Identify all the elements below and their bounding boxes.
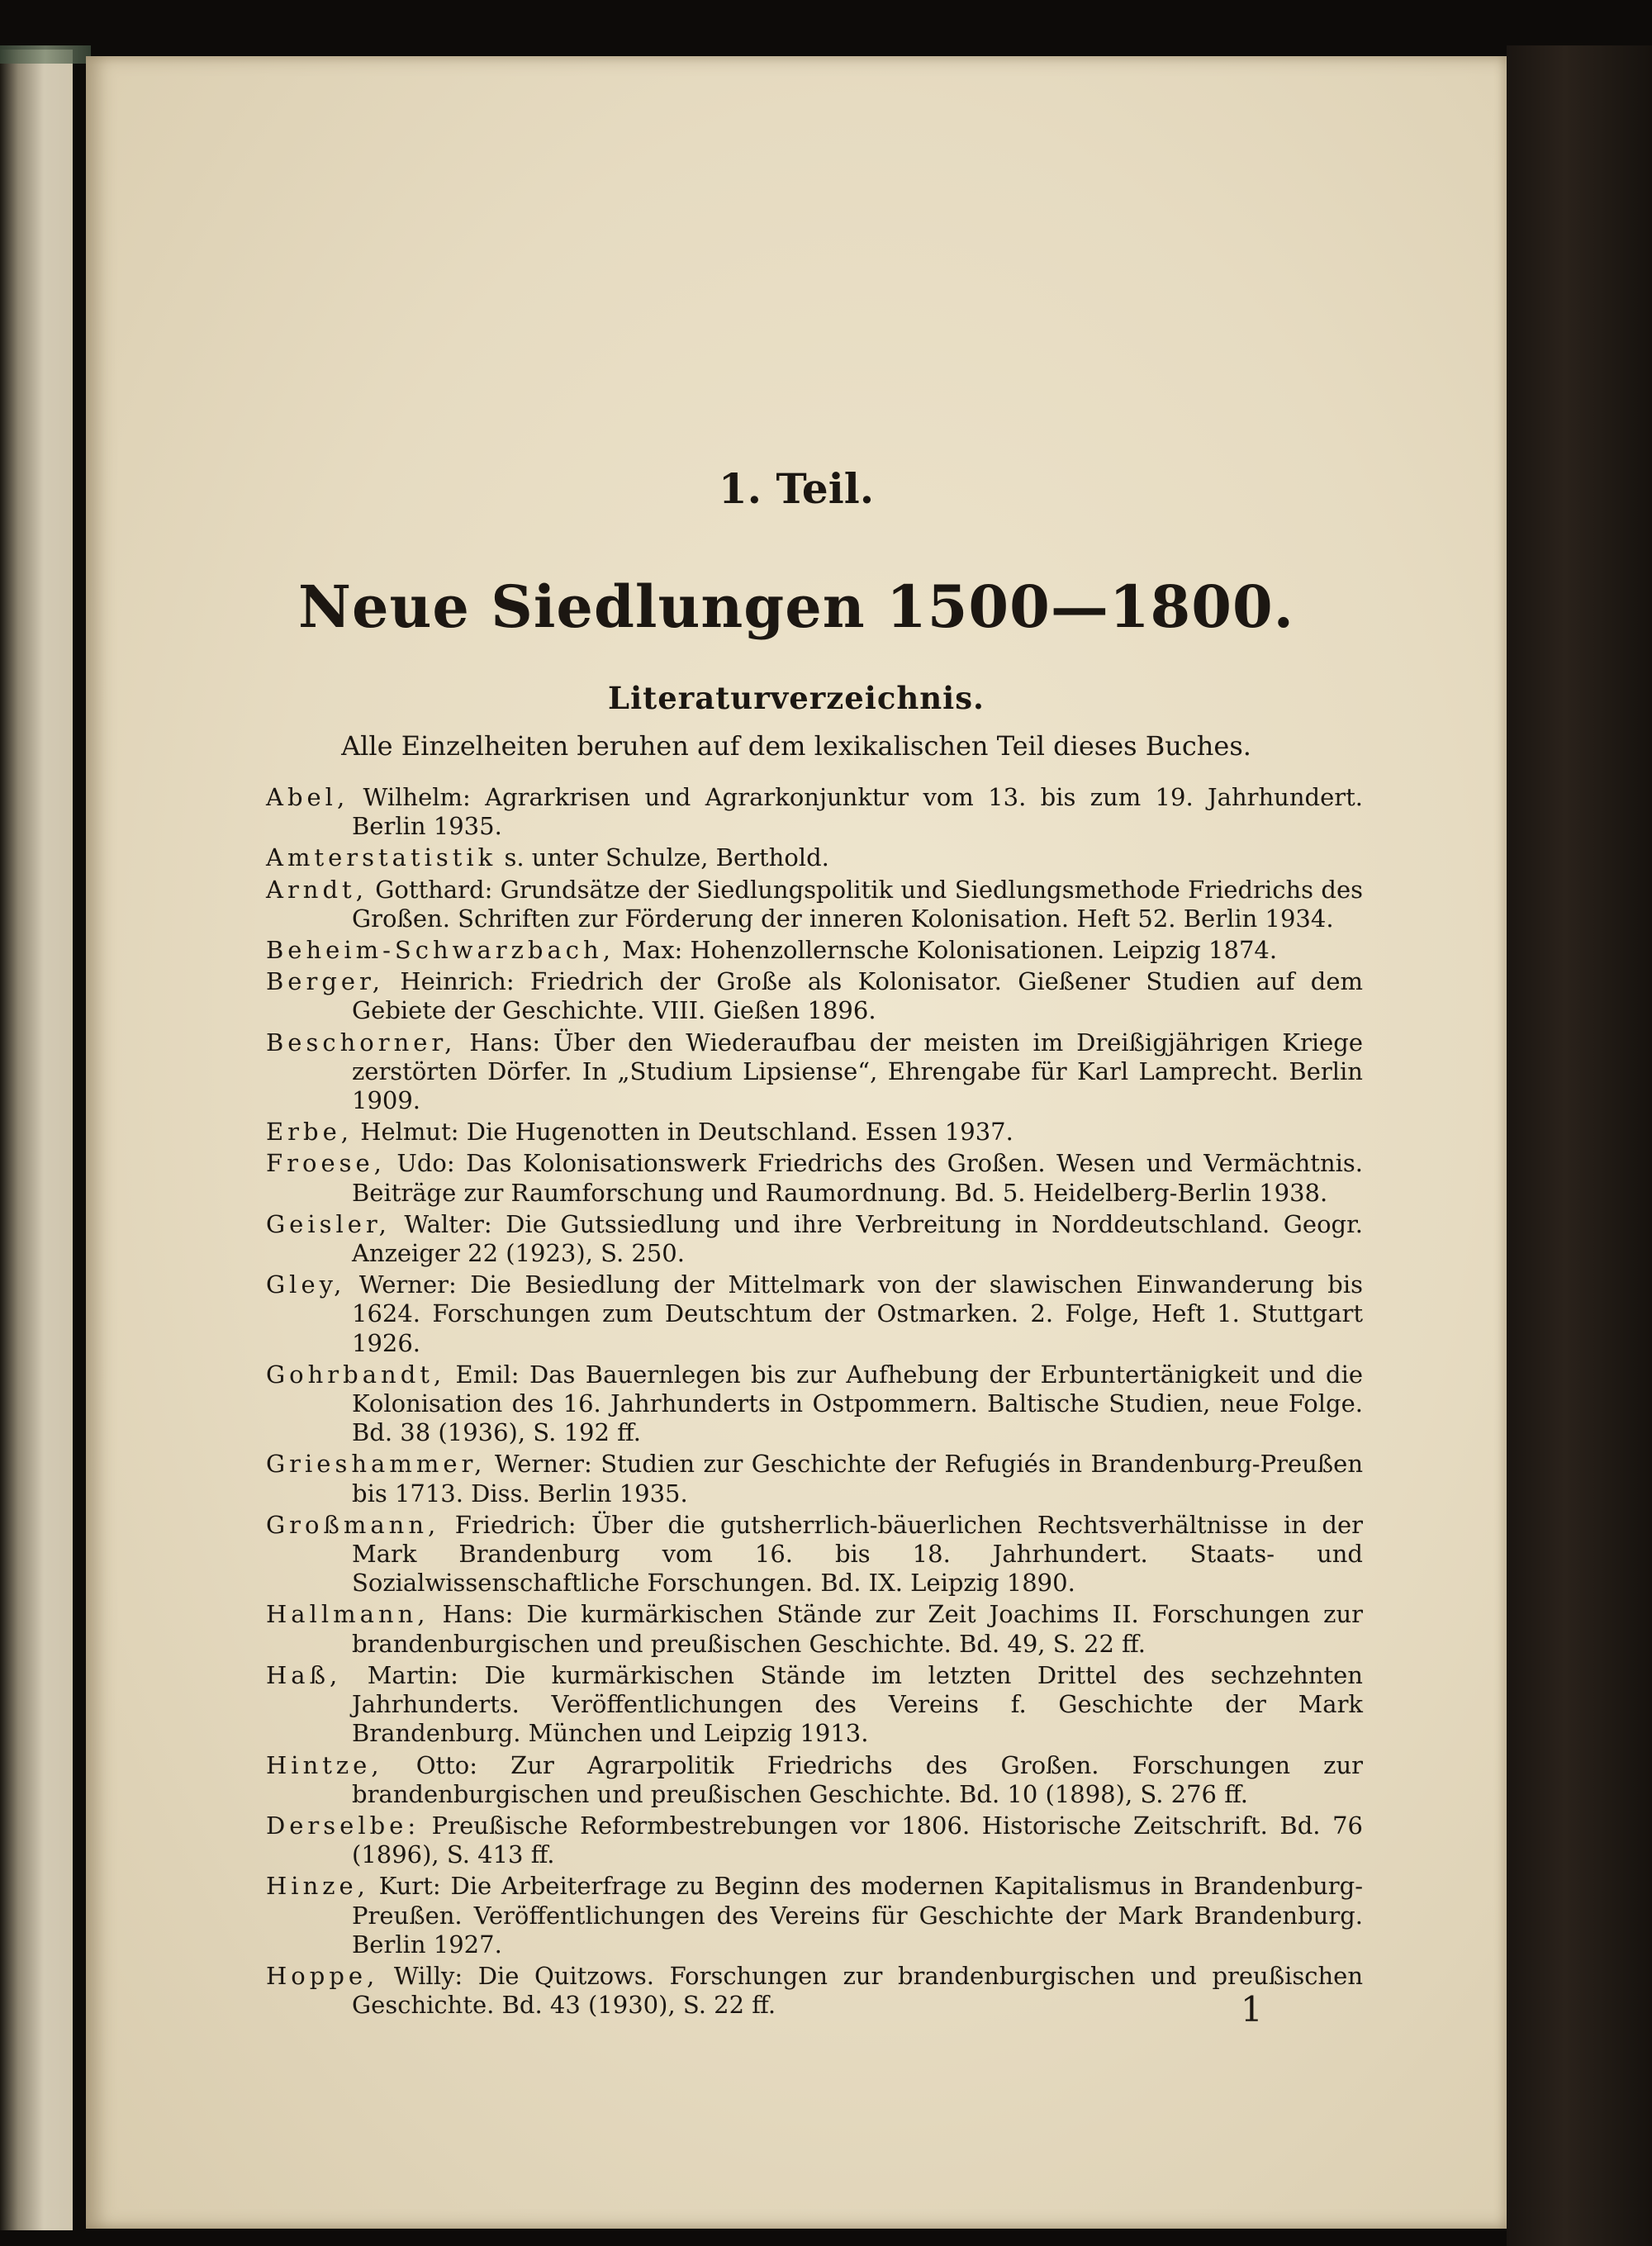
book-cover-edge — [0, 45, 91, 64]
intro-text: Alle Einzelheiten beruhen auf dem lexikalischen Teil dieses Buches. — [341, 730, 1251, 762]
bibliography-entry — [266, 1360, 1363, 1448]
entry-text: Kurt: Die Arbeiterfrage zu Beginn des modernen Kapitalismus in Brandenburg-Preußen. Veröffentlichungen des Vereins für Geschichte der Mark Brandenburg. Berlin 1927. — [352, 1872, 1363, 1959]
bibliography-entry — [266, 843, 1363, 872]
entry-text: Hans: Über den Wiederaufbau der meisten im Dreißigjährigen Kriege zerstörten Dörfer. In „Studium Lipsiense“, Ehrengabe für Karl Lamprecht. Berlin 1909. — [352, 1028, 1363, 1115]
entry-text: Gotthard: Grundsätze der Siedlungspolitik und Siedlungsmethode Friedrichs des Großen. Schriften zur Förderung der inneren Kolonisation. Heft 52. Berlin 1934. — [352, 875, 1363, 933]
bibliography-entry — [266, 783, 1363, 841]
bibliography-entry — [266, 936, 1363, 965]
entry-author: Berger, — [266, 967, 384, 996]
bibliography-entry — [266, 1962, 1363, 2020]
bibliography-entry — [266, 1511, 1363, 1598]
entry-author: Froese, — [266, 1149, 386, 1178]
bibliography-entry — [266, 1210, 1363, 1268]
previous-page-edge — [0, 50, 73, 2230]
entry-author: Abel, — [266, 783, 349, 811]
bibliography-entry — [266, 1661, 1363, 1749]
entry-text: Hans: Die kurmärkischen Stände zur Zeit Joachims II. Forschungen zur brandenburgischen und preußischen Geschichte. Bd. 49, S. 22 ff. — [352, 1600, 1363, 1658]
entry-author: Haß, — [266, 1660, 342, 1689]
entry-text: Wilhelm: Agrarkrisen und Agrarkonjunktur vom 13. bis zum 19. Jahrhundert. Berlin 1935. — [349, 783, 1363, 841]
bibliography-entry — [266, 1118, 1363, 1147]
bibliography-list — [266, 783, 1363, 2022]
part-title: 1. Teil. — [718, 464, 875, 513]
entry-author: Gley, — [266, 1270, 346, 1299]
entry-author: Beheim-Schwarzbach, — [266, 936, 615, 965]
entry-author: Gohrbandt, — [266, 1360, 446, 1389]
bibliography-entry — [266, 1028, 1363, 1116]
entry-text: Werner: Die Besiedlung der Mittelmark von der slawischen Einwanderung bis 1624. Forschungen zum Deutschtum der Ostmarken. 2. Folge, Heft 1. Stuttgart 1926. — [345, 1270, 1363, 1357]
bibliography-entry — [266, 1450, 1363, 1508]
entry-author: Amterstatistik — [266, 843, 497, 872]
entry-author: Erbe, — [266, 1118, 353, 1147]
entry-text: s. unter Schulze, Berthold. — [496, 843, 829, 872]
entry-author: Arndt, — [266, 875, 368, 904]
bibliography-entry — [266, 1270, 1363, 1358]
main-title: Neue Siedlungen 1500—1800. — [297, 572, 1295, 641]
book-page — [86, 56, 1507, 2229]
entry-author: Derselbe: — [266, 1811, 420, 1840]
entry-author: Hallmann, — [266, 1600, 430, 1629]
entry-author: Hinze, — [266, 1872, 369, 1901]
entry-text: Emil: Das Bauernlegen bis zur Aufhebung der Erbuntertänigkeit und die Kolonisation des 16. Jahrhunderts in Ostpommern. Baltische Studien, neue Folge. Bd. 38 (1936), S. 192 ff. — [352, 1360, 1363, 1447]
page-number: 1 — [1241, 1989, 1263, 2030]
entry-author: Großmann, — [266, 1510, 440, 1539]
entry-text: Walter: Die Gutssiedlung und ihre Verbreitung in Norddeutschland. Geogr. Anzeiger 22 (1923), S. 250. — [352, 1209, 1363, 1268]
entry-author: Beschorner, — [266, 1028, 457, 1057]
entry-text: Max: Hohenzollernsche Kolonisationen. Leipzig 1874. — [614, 936, 1278, 965]
bibliography-entry — [266, 876, 1363, 933]
entry-text: Heinrich: Friedrich der Große als Kolonisator. Gießener Studien auf dem Gebiete der Geschichte. VIII. Gießen 1896. — [352, 967, 1363, 1025]
bibliography-entry — [266, 1751, 1363, 1809]
bibliography-entry — [266, 1149, 1363, 1207]
bibliography-entry — [266, 1600, 1363, 1658]
entry-author: Grieshammer, — [266, 1450, 487, 1479]
bibliography-entry — [266, 1812, 1363, 1869]
entry-text: Friedrich: Über die gutsherrlich-bäuerlichen Rechtsverhältnisse in der Mark Brandenburg vom 16. bis 18. Jahrhundert. Staats- und Sozialwissenschaftliche Forschungen. Bd. IX. Leipzig 1890. — [352, 1510, 1363, 1598]
book-binding-edge — [1507, 45, 1652, 2246]
entry-author: Geisler, — [266, 1209, 391, 1238]
bibliography-entry — [266, 967, 1363, 1025]
section-heading: Literaturverzeichnis. — [608, 680, 985, 716]
entry-text: Otto: Zur Agrarpolitik Friedrichs des Großen. Forschungen zur brandenburgischen und preußischen Geschichte. Bd. 10 (1898), S. 276 ff. — [352, 1750, 1363, 1808]
entry-text: Willy: Die Quitzows. Forschungen zur brandenburgischen und preußischen Geschichte. Bd. 43 (1930), S. 22 ff. — [352, 1961, 1363, 2020]
entry-author: Hoppe, — [266, 1961, 379, 1990]
entry-text: Martin: Die kurmärkischen Stände im letzten Drittel des sechzehnten Jahrhunderts. Veröffentlichungen des Vereins f. Geschichte der Mark Brandenburg. München und Leipzig 1913. — [341, 1660, 1363, 1748]
entry-text: Udo: Das Kolonisationswerk Friedrichs des Großen. Wesen und Vermächtnis. Beiträge zur Raumforschung und Raumordnung. Bd. 5. Heidelberg-Berlin 1938. — [352, 1149, 1363, 1207]
entry-text: Werner: Studien zur Geschichte der Refugiés in Brandenburg-Preußen bis 1713. Diss. Berlin 1935. — [352, 1450, 1363, 1508]
entry-text: Preußische Reformbestrebungen vor 1806. Historische Zeitschrift. Bd. 76 (1896), S. 413 ff. — [352, 1811, 1363, 1869]
entry-author: Hintze, — [266, 1750, 383, 1779]
entry-text: Helmut: Die Hugenotten in Deutschland. Essen 1937. — [352, 1118, 1014, 1147]
bibliography-entry — [266, 1872, 1363, 1959]
